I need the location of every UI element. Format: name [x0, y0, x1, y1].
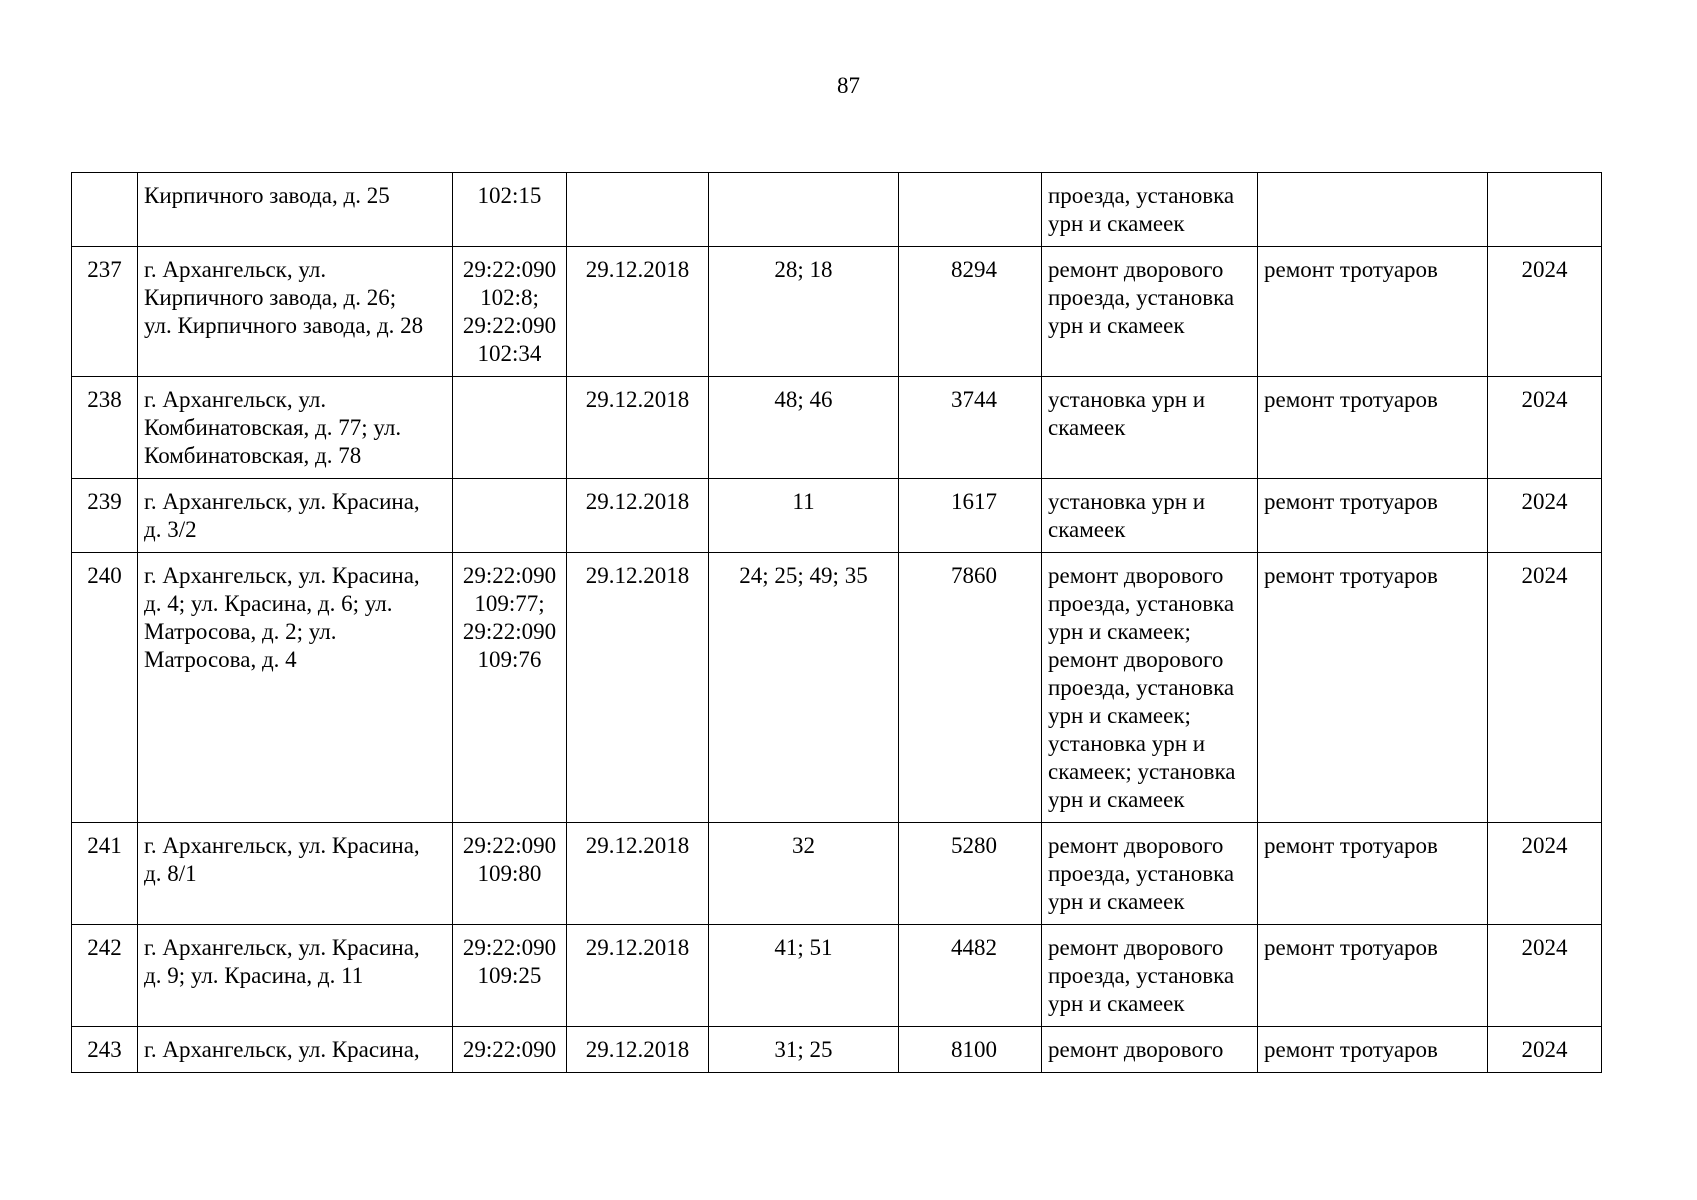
- apartments-cell: 48; 46: [709, 377, 899, 479]
- works-cell-line: урн и скамеек: [1048, 991, 1185, 1016]
- cadastral-number-cell: [453, 1027, 567, 1073]
- works-cell-line: урн и скамеек;: [1048, 703, 1191, 728]
- works-cell-line: установка урн и: [1048, 731, 1206, 756]
- area-cell: 5280: [899, 823, 1042, 925]
- cadastral-number-cell-line: 109:80: [477, 861, 542, 886]
- address-cell-line: г. Архангельск, ул. Красина,: [144, 489, 420, 514]
- address-cell-line: Кирпичного завода, д. 25: [144, 183, 390, 208]
- cadastral-number-cell-line: 29:22:090: [462, 563, 557, 588]
- cadastral-number-cell-line: 29:22:090: [462, 1037, 557, 1062]
- row-number-cell: 242: [72, 925, 138, 1027]
- address-cell-line: д. 4; ул. Красина, д. 6; ул.: [144, 591, 393, 616]
- address-cell: [138, 377, 453, 479]
- extra-works-cell: ремонт тротуаров: [1258, 1027, 1488, 1073]
- works-cell: [1042, 823, 1258, 925]
- extra-works-cell: ремонт тротуаров: [1258, 925, 1488, 1027]
- table-row: [72, 925, 1602, 1027]
- area-cell: 7860: [899, 553, 1042, 823]
- apartments-cell: [709, 173, 899, 247]
- cadastral-number-cell-line: 102:8;: [480, 285, 539, 310]
- cadastral-number-cell: [453, 823, 567, 925]
- address-cell: [138, 553, 453, 823]
- area-cell: [899, 173, 1042, 247]
- works-cell-line: скамеек: [1048, 517, 1126, 542]
- works-cell-line: урн и скамеек: [1048, 211, 1185, 236]
- date-cell: 29.12.2018: [567, 479, 709, 553]
- works-cell-line: урн и скамеек: [1048, 889, 1185, 914]
- address-cell-line: Матросова, д. 4: [144, 647, 297, 672]
- apartments-cell: 28; 18: [709, 247, 899, 377]
- cadastral-number-cell-line: 102:15: [477, 183, 542, 208]
- cadastral-number-cell-line: 29:22:090: [462, 619, 557, 644]
- apartments-cell: 24; 25; 49; 35: [709, 553, 899, 823]
- address-cell-line: д. 3/2: [144, 517, 197, 542]
- date-cell: 29.12.2018: [567, 823, 709, 925]
- row-number-cell: 238: [72, 377, 138, 479]
- area-cell: 4482: [899, 925, 1042, 1027]
- page-number: 87: [837, 73, 860, 98]
- works-cell-line: ремонт дворового: [1048, 833, 1224, 858]
- works-cell-line: ремонт дворового: [1048, 1037, 1224, 1062]
- cadastral-number-cell-line: 109:77;: [474, 591, 545, 616]
- cadastral-number-cell-line: 102:34: [477, 341, 542, 366]
- table-row: [72, 173, 1602, 247]
- cadastral-number-cell-line: 109:25: [477, 963, 542, 988]
- cadastral-number-cell: [453, 247, 567, 377]
- date-cell: 29.12.2018: [567, 377, 709, 479]
- address-cell-line: г. Архангельск, ул. Красина,: [144, 833, 420, 858]
- works-cell-line: проезда, установка: [1048, 861, 1235, 886]
- works-cell-line: урн и скамеек: [1048, 313, 1185, 338]
- works-cell-line: установка урн и: [1048, 387, 1206, 412]
- apartments-cell: 11: [709, 479, 899, 553]
- year-cell: [1488, 173, 1602, 247]
- works-cell-line: ремонт дворового: [1048, 935, 1224, 960]
- works-cell-line: урн и скамеек: [1048, 787, 1185, 812]
- apartments-cell: 41; 51: [709, 925, 899, 1027]
- table-row: [72, 479, 1602, 553]
- year-cell: 2024: [1488, 925, 1602, 1027]
- cadastral-number-cell-line: 109:76: [477, 647, 542, 672]
- works-cell-line: скамеек: [1048, 415, 1126, 440]
- date-cell: 29.12.2018: [567, 247, 709, 377]
- area-cell: 1617: [899, 479, 1042, 553]
- works-cell: [1042, 377, 1258, 479]
- row-number-cell: 241: [72, 823, 138, 925]
- date-cell: 29.12.2018: [567, 1027, 709, 1073]
- area-cell: 3744: [899, 377, 1042, 479]
- row-number-cell: 239: [72, 479, 138, 553]
- date-cell: 29.12.2018: [567, 553, 709, 823]
- year-cell: 2024: [1488, 1027, 1602, 1073]
- table-row: [72, 247, 1602, 377]
- address-cell-line: г. Архангельск, ул. Красина,: [144, 935, 420, 960]
- cadastral-number-cell: [453, 925, 567, 1027]
- year-cell: 2024: [1488, 553, 1602, 823]
- works-cell: [1042, 1027, 1258, 1073]
- address-cell: [138, 1027, 453, 1073]
- address-cell-line: Матросова, д. 2; ул.: [144, 619, 337, 644]
- works-cell: [1042, 247, 1258, 377]
- table-body: [72, 173, 1602, 1073]
- address-cell-line: Кирпичного завода, д. 26;: [144, 285, 397, 310]
- address-cell-line: ул. Кирпичного завода, д. 28: [144, 313, 424, 338]
- works-cell-line: проезда, установка: [1048, 591, 1235, 616]
- table-row: [72, 553, 1602, 823]
- address-cell: [138, 173, 453, 247]
- area-cell: 8294: [899, 247, 1042, 377]
- extra-works-cell: ремонт тротуаров: [1258, 823, 1488, 925]
- address-cell: [138, 925, 453, 1027]
- address-cell: [138, 823, 453, 925]
- address-cell-line: Комбинатовская, д. 77; ул.: [144, 415, 402, 440]
- row-number-cell: 237: [72, 247, 138, 377]
- works-cell-line: ремонт дворового: [1048, 563, 1224, 588]
- cadastral-number-cell-line: 29:22:090: [462, 833, 557, 858]
- address-cell-line: г. Архангельск, ул.: [144, 387, 327, 412]
- year-cell: 2024: [1488, 247, 1602, 377]
- works-cell-line: проезда, установка: [1048, 183, 1235, 208]
- address-cell-line: д. 9; ул. Красина, д. 11: [144, 963, 364, 988]
- works-cell-line: проезда, установка: [1048, 285, 1235, 310]
- apartments-cell: 32: [709, 823, 899, 925]
- address-cell-line: г. Архангельск, ул. Красина,: [144, 1037, 420, 1062]
- works-cell-line: установка урн и: [1048, 489, 1206, 514]
- cadastral-number-cell: [453, 479, 567, 553]
- cadastral-number-cell: [453, 553, 567, 823]
- works-cell-line: проезда, установка: [1048, 675, 1235, 700]
- cadastral-number-cell: [453, 173, 567, 247]
- works-cell: [1042, 479, 1258, 553]
- date-cell: [567, 173, 709, 247]
- row-number-cell: 240: [72, 553, 138, 823]
- extra-works-cell: ремонт тротуаров: [1258, 247, 1488, 377]
- works-cell-line: урн и скамеек;: [1048, 619, 1191, 644]
- extra-works-cell: ремонт тротуаров: [1258, 479, 1488, 553]
- works-cell-line: проезда, установка: [1048, 963, 1235, 988]
- works-cell-line: скамеек; установка: [1048, 759, 1236, 784]
- address-cell: [138, 479, 453, 553]
- row-number-cell: 243: [72, 1027, 138, 1073]
- extra-works-cell: ремонт тротуаров: [1258, 553, 1488, 823]
- table-row: [72, 823, 1602, 925]
- works-cell-line: ремонт дворового: [1048, 257, 1224, 282]
- year-cell: 2024: [1488, 479, 1602, 553]
- date-cell: 29.12.2018: [567, 925, 709, 1027]
- address-cell-line: г. Архангельск, ул. Красина,: [144, 563, 420, 588]
- cadastral-number-cell-line: 29:22:090: [462, 257, 557, 282]
- address-cell-line: д. 8/1: [144, 861, 197, 886]
- area-cell: 8100: [899, 1027, 1042, 1073]
- cadastral-number-cell-line: 29:22:090: [462, 313, 557, 338]
- address-cell-line: Комбинатовская, д. 78: [144, 443, 362, 468]
- improvement-registry-table: [71, 172, 1602, 1073]
- cadastral-number-cell: [453, 377, 567, 479]
- year-cell: 2024: [1488, 377, 1602, 479]
- works-cell: [1042, 173, 1258, 247]
- row-number-cell: [72, 173, 138, 247]
- apartments-cell: 31; 25: [709, 1027, 899, 1073]
- works-cell: [1042, 925, 1258, 1027]
- address-cell: [138, 247, 453, 377]
- table-row: [72, 1027, 1602, 1073]
- table-row: [72, 377, 1602, 479]
- address-cell-line: г. Архангельск, ул.: [144, 257, 327, 282]
- year-cell: 2024: [1488, 823, 1602, 925]
- works-cell: [1042, 553, 1258, 823]
- cadastral-number-cell-line: 29:22:090: [462, 935, 557, 960]
- works-cell-line: ремонт дворового: [1048, 647, 1224, 672]
- extra-works-cell: ремонт тротуаров: [1258, 377, 1488, 479]
- extra-works-cell: [1258, 173, 1488, 247]
